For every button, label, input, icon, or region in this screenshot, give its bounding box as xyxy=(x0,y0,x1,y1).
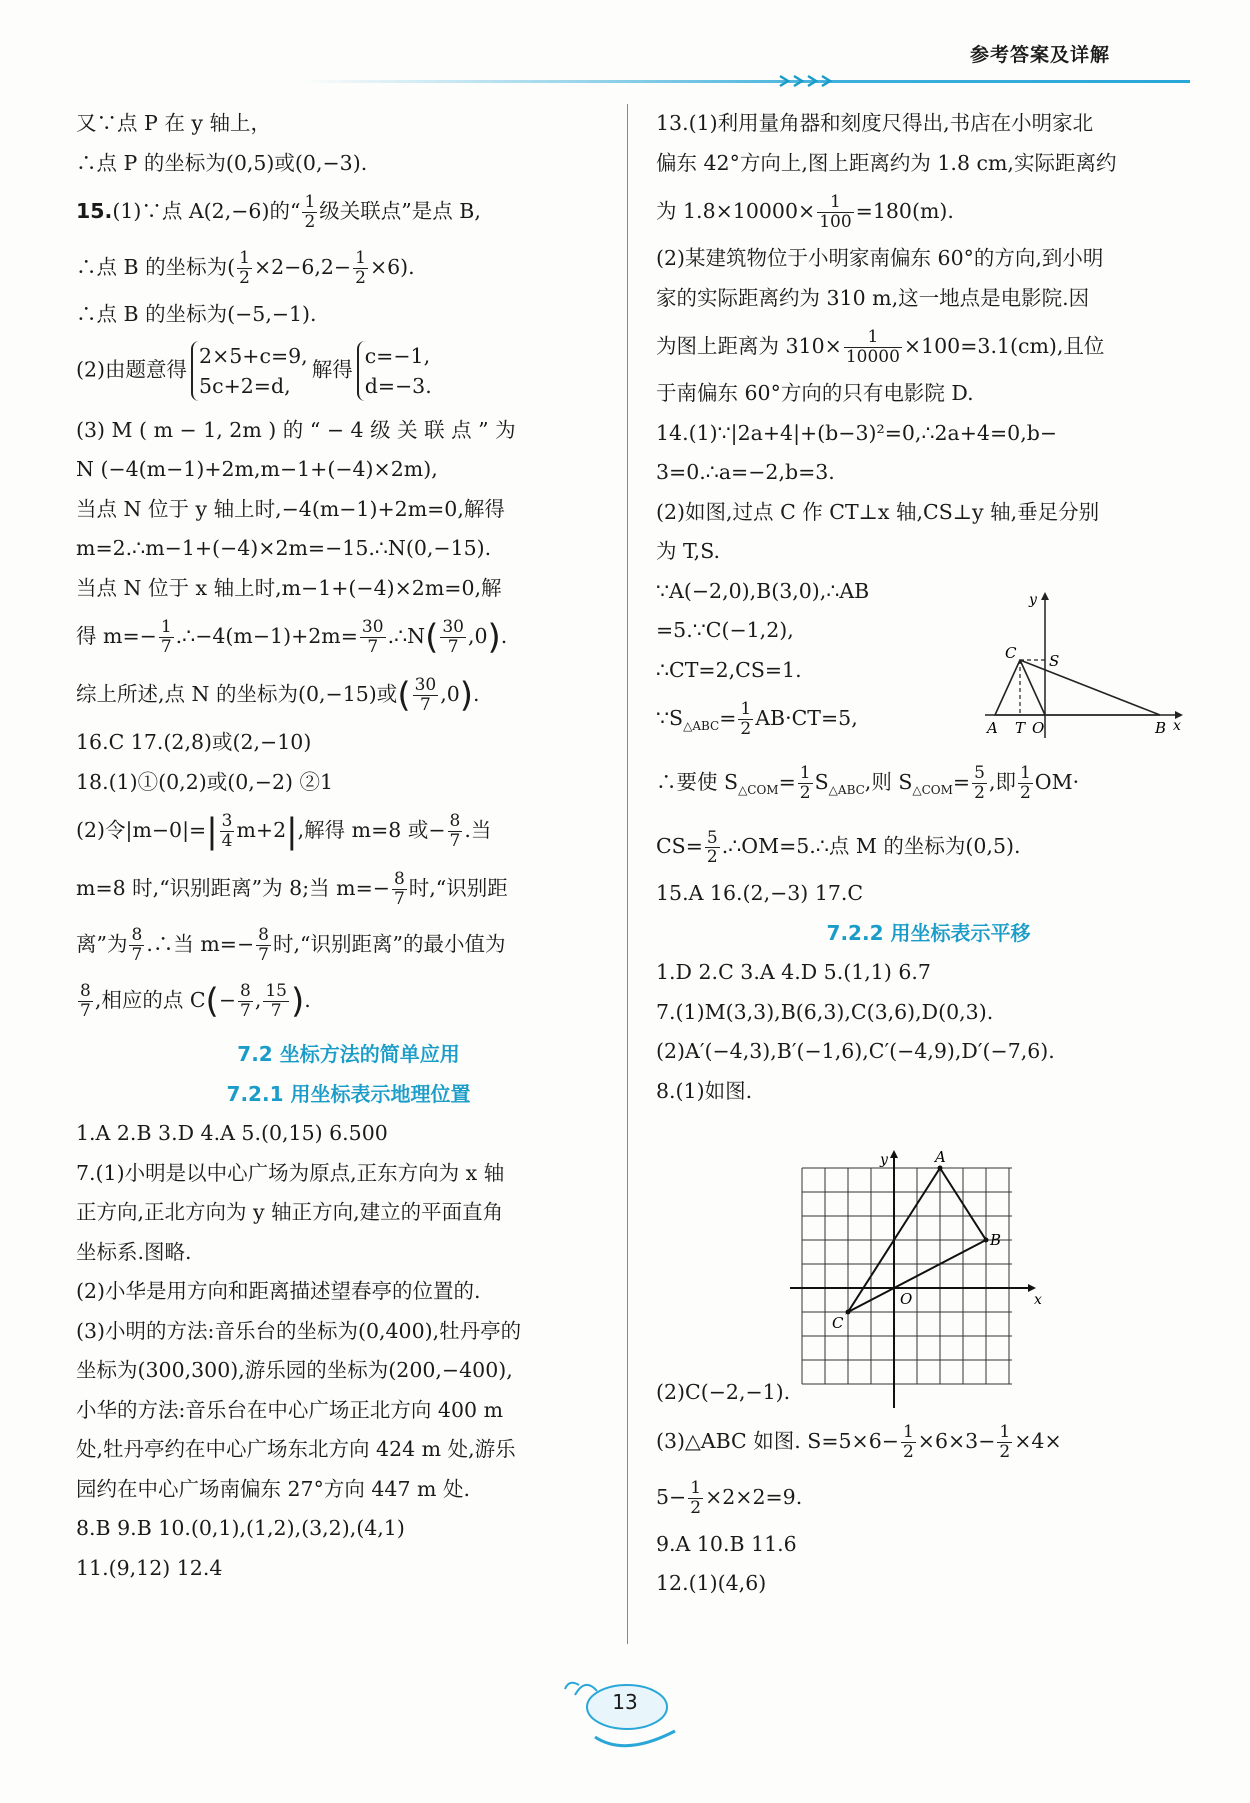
fraction xyxy=(220,812,235,850)
denominator: 10000 xyxy=(845,347,900,367)
fraction xyxy=(159,618,174,656)
answer-line xyxy=(656,1413,1201,1469)
numerator: 1 xyxy=(304,192,316,213)
fraction xyxy=(798,764,813,802)
text: ,解得 m=8 或− xyxy=(297,818,446,842)
text: m+2 xyxy=(236,818,287,842)
answer-line: (2)某建筑物位于小明家南偏东 60°的方向,到小明 xyxy=(656,246,1104,270)
fraction xyxy=(392,870,407,908)
paren: ( xyxy=(425,617,439,658)
denominator: 2 xyxy=(304,212,316,232)
left-column xyxy=(76,104,621,1588)
answer-line: (2)A′(−4,3),B′(−1,6),C′(−4,9),D′(−7,6). xyxy=(656,1039,1055,1064)
numerator: 1 xyxy=(1019,763,1031,784)
answer-line: 7.(1)M(3,3),B(6,3),C(3,6),D(0,3). xyxy=(656,999,994,1024)
text: 时,“识别距离”的最小值为 xyxy=(272,931,506,956)
fraction xyxy=(263,982,289,1020)
header-title: 参考答案及详解 xyxy=(969,44,1110,66)
answer-line: 18.(1)①(0,2)或(0,−2) ②1 xyxy=(76,769,334,794)
answer-line: 综上所述,点 N 的坐标为(0,−15)或( $\frac{30}{7}$ ,0). xyxy=(76,674,480,715)
text: 时,“识别距 xyxy=(408,875,508,900)
text: 得 m=− xyxy=(76,624,157,648)
text: .∴OM=5.∴点 M 的坐标为(0,5). xyxy=(721,834,1021,859)
paren: ) xyxy=(487,617,501,658)
question-number: 15. xyxy=(76,199,113,223)
point-b xyxy=(984,1238,989,1243)
denominator: 2 xyxy=(799,783,811,804)
numerator: 1 xyxy=(902,1422,914,1442)
answer-line: ∴点 B 的坐标为(−5,−1). xyxy=(76,302,317,326)
label-a: A xyxy=(987,719,998,737)
numerator: 1 xyxy=(160,617,172,638)
equation-system xyxy=(191,341,308,401)
text: ×4× xyxy=(1014,1428,1062,1453)
column-divider xyxy=(627,104,628,1644)
answer-line: 坐标系.图略. xyxy=(76,1239,192,1264)
equation: c=−1, xyxy=(364,343,431,368)
subscript: △COM xyxy=(912,783,953,798)
denominator: 2 xyxy=(1019,783,1031,804)
fraction xyxy=(705,829,720,867)
text: (2)由题意得 xyxy=(76,357,188,381)
answer-line: 又∵点 P 在 y 轴上， xyxy=(76,111,271,135)
numerator: 8 xyxy=(131,924,143,945)
answer-line: 于南偏东 60°方向的只有电影院 D. xyxy=(656,381,974,405)
label-c: C xyxy=(1005,644,1017,662)
fraction xyxy=(238,982,253,1020)
numerator: 1 xyxy=(844,328,902,348)
paren: ( xyxy=(205,981,219,1021)
numerator: 1 xyxy=(740,699,752,720)
fraction xyxy=(129,926,144,964)
equation: 5c+2=d, xyxy=(199,373,291,398)
text: ,0 xyxy=(440,681,460,706)
answer-line xyxy=(76,802,621,860)
answer-line: 正方向,正北方向为 y 轴正方向,建立的平面直角 xyxy=(76,1200,504,1224)
denominator: 2 xyxy=(902,1441,914,1462)
text: ×6×3− xyxy=(917,1428,996,1453)
paren: ) xyxy=(291,981,305,1021)
answer-line xyxy=(656,818,1201,874)
denominator: 7 xyxy=(258,944,269,965)
label-a: A xyxy=(935,1150,946,1166)
fraction xyxy=(997,1423,1012,1461)
triangle-diagram xyxy=(985,590,1185,740)
text: .∴当 m=− xyxy=(146,931,255,956)
label-x: x xyxy=(1034,1292,1042,1308)
answer-line: 当点 N 位于 y 轴上时,−4(m−1)+2m=0,解得 xyxy=(76,496,505,521)
text: ,0 xyxy=(467,624,488,648)
fraction xyxy=(817,193,853,231)
answer-line: 园约在中心广场南偏东 27°方向 447 m 处. xyxy=(76,1476,470,1501)
denominator: 7 xyxy=(160,637,172,657)
denominator: 2 xyxy=(740,719,752,739)
fraction xyxy=(353,249,368,287)
text: ×2×2=9. xyxy=(705,1484,803,1509)
answer-line: ∴CT=2,CS=1. xyxy=(656,657,802,682)
answer-line: 16.C 17.(2,8)或(2,−10) xyxy=(76,730,312,754)
answer-line: 1.D 2.C 3.A 4.D 5.(1,1) 6.7 xyxy=(656,960,931,985)
denominator: 7 xyxy=(447,637,459,657)
answer-line: 12.(1)(4,6) xyxy=(656,1571,767,1596)
subscript: △ABC xyxy=(828,783,865,798)
answer-line: 7.(1)小明是以中心广场为原点,正东方向为 x 轴 xyxy=(76,1160,505,1185)
text: (2)令|m−0|= xyxy=(76,818,207,842)
answer-line: 15.A 16.(2,−3) 17.C xyxy=(656,881,864,906)
denominator: 2 xyxy=(999,1441,1011,1462)
label-b: B xyxy=(990,1231,1002,1249)
fraction xyxy=(901,1423,916,1461)
text: ×2−6,2− xyxy=(253,255,352,279)
equation-system xyxy=(357,341,432,401)
text: AB·CT=5, xyxy=(755,706,858,730)
numerator: 8 xyxy=(258,924,269,945)
text: = xyxy=(719,706,737,730)
denominator: 2 xyxy=(974,783,985,804)
answer-line: N (−4(m−1)+2m,m−1+(−4)×2m), xyxy=(76,457,438,481)
text: = xyxy=(952,770,971,795)
denominator: 2 xyxy=(355,268,366,288)
denominator: 2 xyxy=(239,268,250,288)
answer-line xyxy=(656,183,1201,239)
text: ×100=3.1(cm),且位 xyxy=(903,334,1105,358)
text: 级关联点”是点 B, xyxy=(319,199,481,223)
text: .∴−4(m−1)+2m= xyxy=(175,624,358,648)
fraction xyxy=(448,812,463,850)
text: ∵S xyxy=(656,706,684,730)
label-c: C xyxy=(832,1314,844,1332)
numerator: 8 xyxy=(393,868,405,889)
answer-line: ∵A(−2,0),B(3,0),∴AB xyxy=(656,578,870,603)
answer-line: (2)如图,过点 C 作 CT⊥x 轴,CS⊥y 轴,垂足分别 xyxy=(656,499,1100,524)
denominator: 7 xyxy=(131,944,143,965)
text: S xyxy=(814,770,829,795)
numerator: 30 xyxy=(414,674,437,695)
numerator: 1 xyxy=(799,763,811,784)
fraction xyxy=(440,618,466,656)
paren: ) xyxy=(459,675,474,715)
x-axis-arrow xyxy=(1028,1284,1036,1292)
answer-line xyxy=(76,860,621,916)
answer-line xyxy=(76,916,621,972)
numerator: 8 xyxy=(240,980,251,1001)
numerator: 1 xyxy=(690,1478,702,1498)
label-y: y xyxy=(1029,592,1037,608)
answer-line xyxy=(76,335,621,411)
numerator: 8 xyxy=(80,980,91,1001)
section-title: 7.2 坐标方法的简单应用 xyxy=(237,1042,460,1066)
label-o: O xyxy=(900,1290,913,1308)
text: .∴N xyxy=(387,624,426,648)
label-x: x xyxy=(1173,718,1181,734)
text: ×6). xyxy=(369,255,415,279)
y-axis-arrow xyxy=(1041,592,1049,600)
subscript: △COM xyxy=(738,783,779,798)
fraction xyxy=(237,249,252,287)
answer-line xyxy=(656,318,1201,374)
denominator: 4 xyxy=(221,831,233,851)
label-o: O xyxy=(1032,719,1045,737)
equation: d=−3. xyxy=(364,373,432,398)
denominator: 2 xyxy=(706,847,718,868)
text: 为 1.8×10000× xyxy=(656,199,816,223)
denominator: 100 xyxy=(819,212,852,232)
fraction xyxy=(972,764,987,802)
answer-line: =5.∵C(−1,2), xyxy=(656,618,794,642)
answer-line: (3)小明的方法:音乐台的坐标为(0,400),牡丹亭的 xyxy=(76,1318,522,1343)
text: ,即 xyxy=(988,770,1016,795)
text: ,相应的点 C xyxy=(94,987,206,1012)
text: 综上所述,点 N 的坐标为(0,−15)或 xyxy=(76,681,398,706)
fraction xyxy=(1018,764,1033,802)
answer-line: (2)小华是用方向和距离描述望春亭的位置的. xyxy=(76,1279,481,1303)
text: ,则 S xyxy=(864,770,913,795)
text: 为图上距离为 310× xyxy=(656,334,842,358)
denominator: 7 xyxy=(367,637,379,657)
text: , xyxy=(254,987,262,1012)
fraction xyxy=(413,676,439,714)
answer-line: 1.A 2.B 3.D 4.A 5.(0,15) 6.500 xyxy=(76,1121,388,1145)
answer-line: 偏东 42°方向上,图上距离约为 1.8 cm,实际距离约 xyxy=(656,150,1117,175)
fraction xyxy=(844,328,902,366)
numerator: 1 xyxy=(355,248,366,269)
answer-line: 8.(1)如图. xyxy=(656,1078,753,1103)
text: ∴点 B 的坐标为( xyxy=(76,255,236,279)
text: ∴要使 S xyxy=(656,770,739,795)
answer-line: $\frac{8}{7}$ ,相应的点 C(− $\frac{8}{7}$ , $\frac{15}{7}$ ). xyxy=(80,980,311,1021)
fraction xyxy=(78,982,93,1020)
subsection-title: 7.2.1 用坐标表示地理位置 xyxy=(226,1081,471,1106)
fraction xyxy=(360,618,386,656)
answer-line: 处,牡丹亭约在中心广场东北方向 424 m 处,游乐 xyxy=(76,1437,516,1461)
text: =180(m). xyxy=(855,199,954,223)
answer-line: 11.(9,12) 12.4 xyxy=(76,1555,223,1580)
answer-line: ∴点 P 的坐标为(0,5)或(0,−3). xyxy=(76,150,368,175)
label-b: B xyxy=(1155,719,1167,737)
answer-line: 13.(1)利用量角器和刻度尺得出,书店在小明家北 xyxy=(656,111,1094,135)
page-number: 13 xyxy=(612,1690,638,1714)
subscript: △ABC xyxy=(683,719,720,734)
answer-line: 当点 N 位于 x 轴上时,m−1+(−4)×2m=0,解 xyxy=(76,575,502,600)
text: = xyxy=(778,770,796,795)
answer-line: 为 T,S. xyxy=(656,539,721,563)
answer-line: 14.(1)∵|2a+4|+(b−3)²=0,∴2a+4=0,b− xyxy=(656,420,1058,445)
text: 解得 xyxy=(311,357,353,381)
answer-line: 得 m=− $\frac{1}{7}$ .∴−4(m−1)+2m= $\frac{30}{7}$ .∴N( $\frac{30}{7}$ ,0). xyxy=(76,617,508,658)
answer-line xyxy=(656,1469,1201,1525)
denominator: 7 xyxy=(240,1000,251,1021)
text: OM· xyxy=(1034,770,1080,795)
fraction xyxy=(302,193,317,231)
text: (3)△ABC 如图. S=5×6− xyxy=(656,1428,899,1453)
text: m=8 时,“识别距离”为 8;当 m=− xyxy=(76,875,390,900)
denominator: 2 xyxy=(690,1497,702,1518)
numerator: 1 xyxy=(239,248,250,269)
answer-line xyxy=(656,754,1201,818)
y-axis-arrow xyxy=(890,1150,898,1158)
text: CS= xyxy=(656,834,703,859)
answer-line: 8.B 9.B 10.(0,1),(1,2),(3,2),(4,1) xyxy=(76,1516,405,1540)
answer-line: 坐标为(300,300),游乐园的坐标为(200,−400), xyxy=(76,1358,513,1382)
text: 5− xyxy=(656,1484,687,1509)
fraction xyxy=(256,926,271,964)
numerator: 3 xyxy=(221,811,233,832)
numerator: 1 xyxy=(817,193,853,213)
answer-line: 家的实际距离约为 310 m,这一地点是电影院.因 xyxy=(656,285,1090,310)
denominator: 7 xyxy=(270,1000,282,1021)
answer-line: (3) M ( m − 1, 2m ) 的 “ − 4 级 关 联 点 ” 为 xyxy=(76,417,516,442)
answer-line: (2)C(−2,−1). xyxy=(656,1380,791,1405)
answer-line: m=2.∴m−1+(−4)×2m=−15.∴N(0,−15). xyxy=(76,536,492,560)
abs-bar: | xyxy=(206,811,218,852)
text: .当 xyxy=(464,818,492,842)
grid xyxy=(802,1168,1012,1384)
answer-line: 9.A 10.B 11.6 xyxy=(656,1531,797,1556)
paren: ( xyxy=(397,675,411,715)
label-y: y xyxy=(880,1152,888,1168)
point-a xyxy=(938,1166,943,1171)
fraction xyxy=(688,1479,703,1517)
subsection-title: 7.2.2 用坐标表示平移 xyxy=(826,920,1031,945)
answer-line: 3=0.∴a=−2,b=3. xyxy=(656,460,835,484)
denominator: 7 xyxy=(419,694,431,715)
text: 离”为 xyxy=(76,931,128,956)
numerator: 8 xyxy=(449,811,461,832)
equation: 2×5+c=9, xyxy=(199,343,308,368)
label-t: T xyxy=(1015,719,1026,737)
denominator: 7 xyxy=(449,831,461,851)
numerator: 30 xyxy=(361,617,384,638)
label-s: S xyxy=(1049,652,1060,670)
numerator: 30 xyxy=(442,617,464,638)
fraction xyxy=(738,700,753,738)
numerator: 1 xyxy=(999,1422,1011,1442)
grid-diagram xyxy=(790,1150,1060,1415)
numerator: 15 xyxy=(265,980,287,1001)
denominator: 7 xyxy=(80,1000,91,1021)
text: (1)∵点 A(2,−6)的“ xyxy=(112,199,301,223)
numerator: 5 xyxy=(706,827,718,848)
numerator: 5 xyxy=(974,763,985,784)
abs-bar: | xyxy=(286,811,298,852)
answer-line xyxy=(76,183,621,239)
denominator: 7 xyxy=(393,888,405,909)
answer-line xyxy=(76,239,621,295)
point-c xyxy=(846,1310,851,1315)
header-decoration xyxy=(300,74,1190,88)
answer-line: 小华的方法:音乐台在中心广场正北方向 400 m xyxy=(76,1397,504,1422)
